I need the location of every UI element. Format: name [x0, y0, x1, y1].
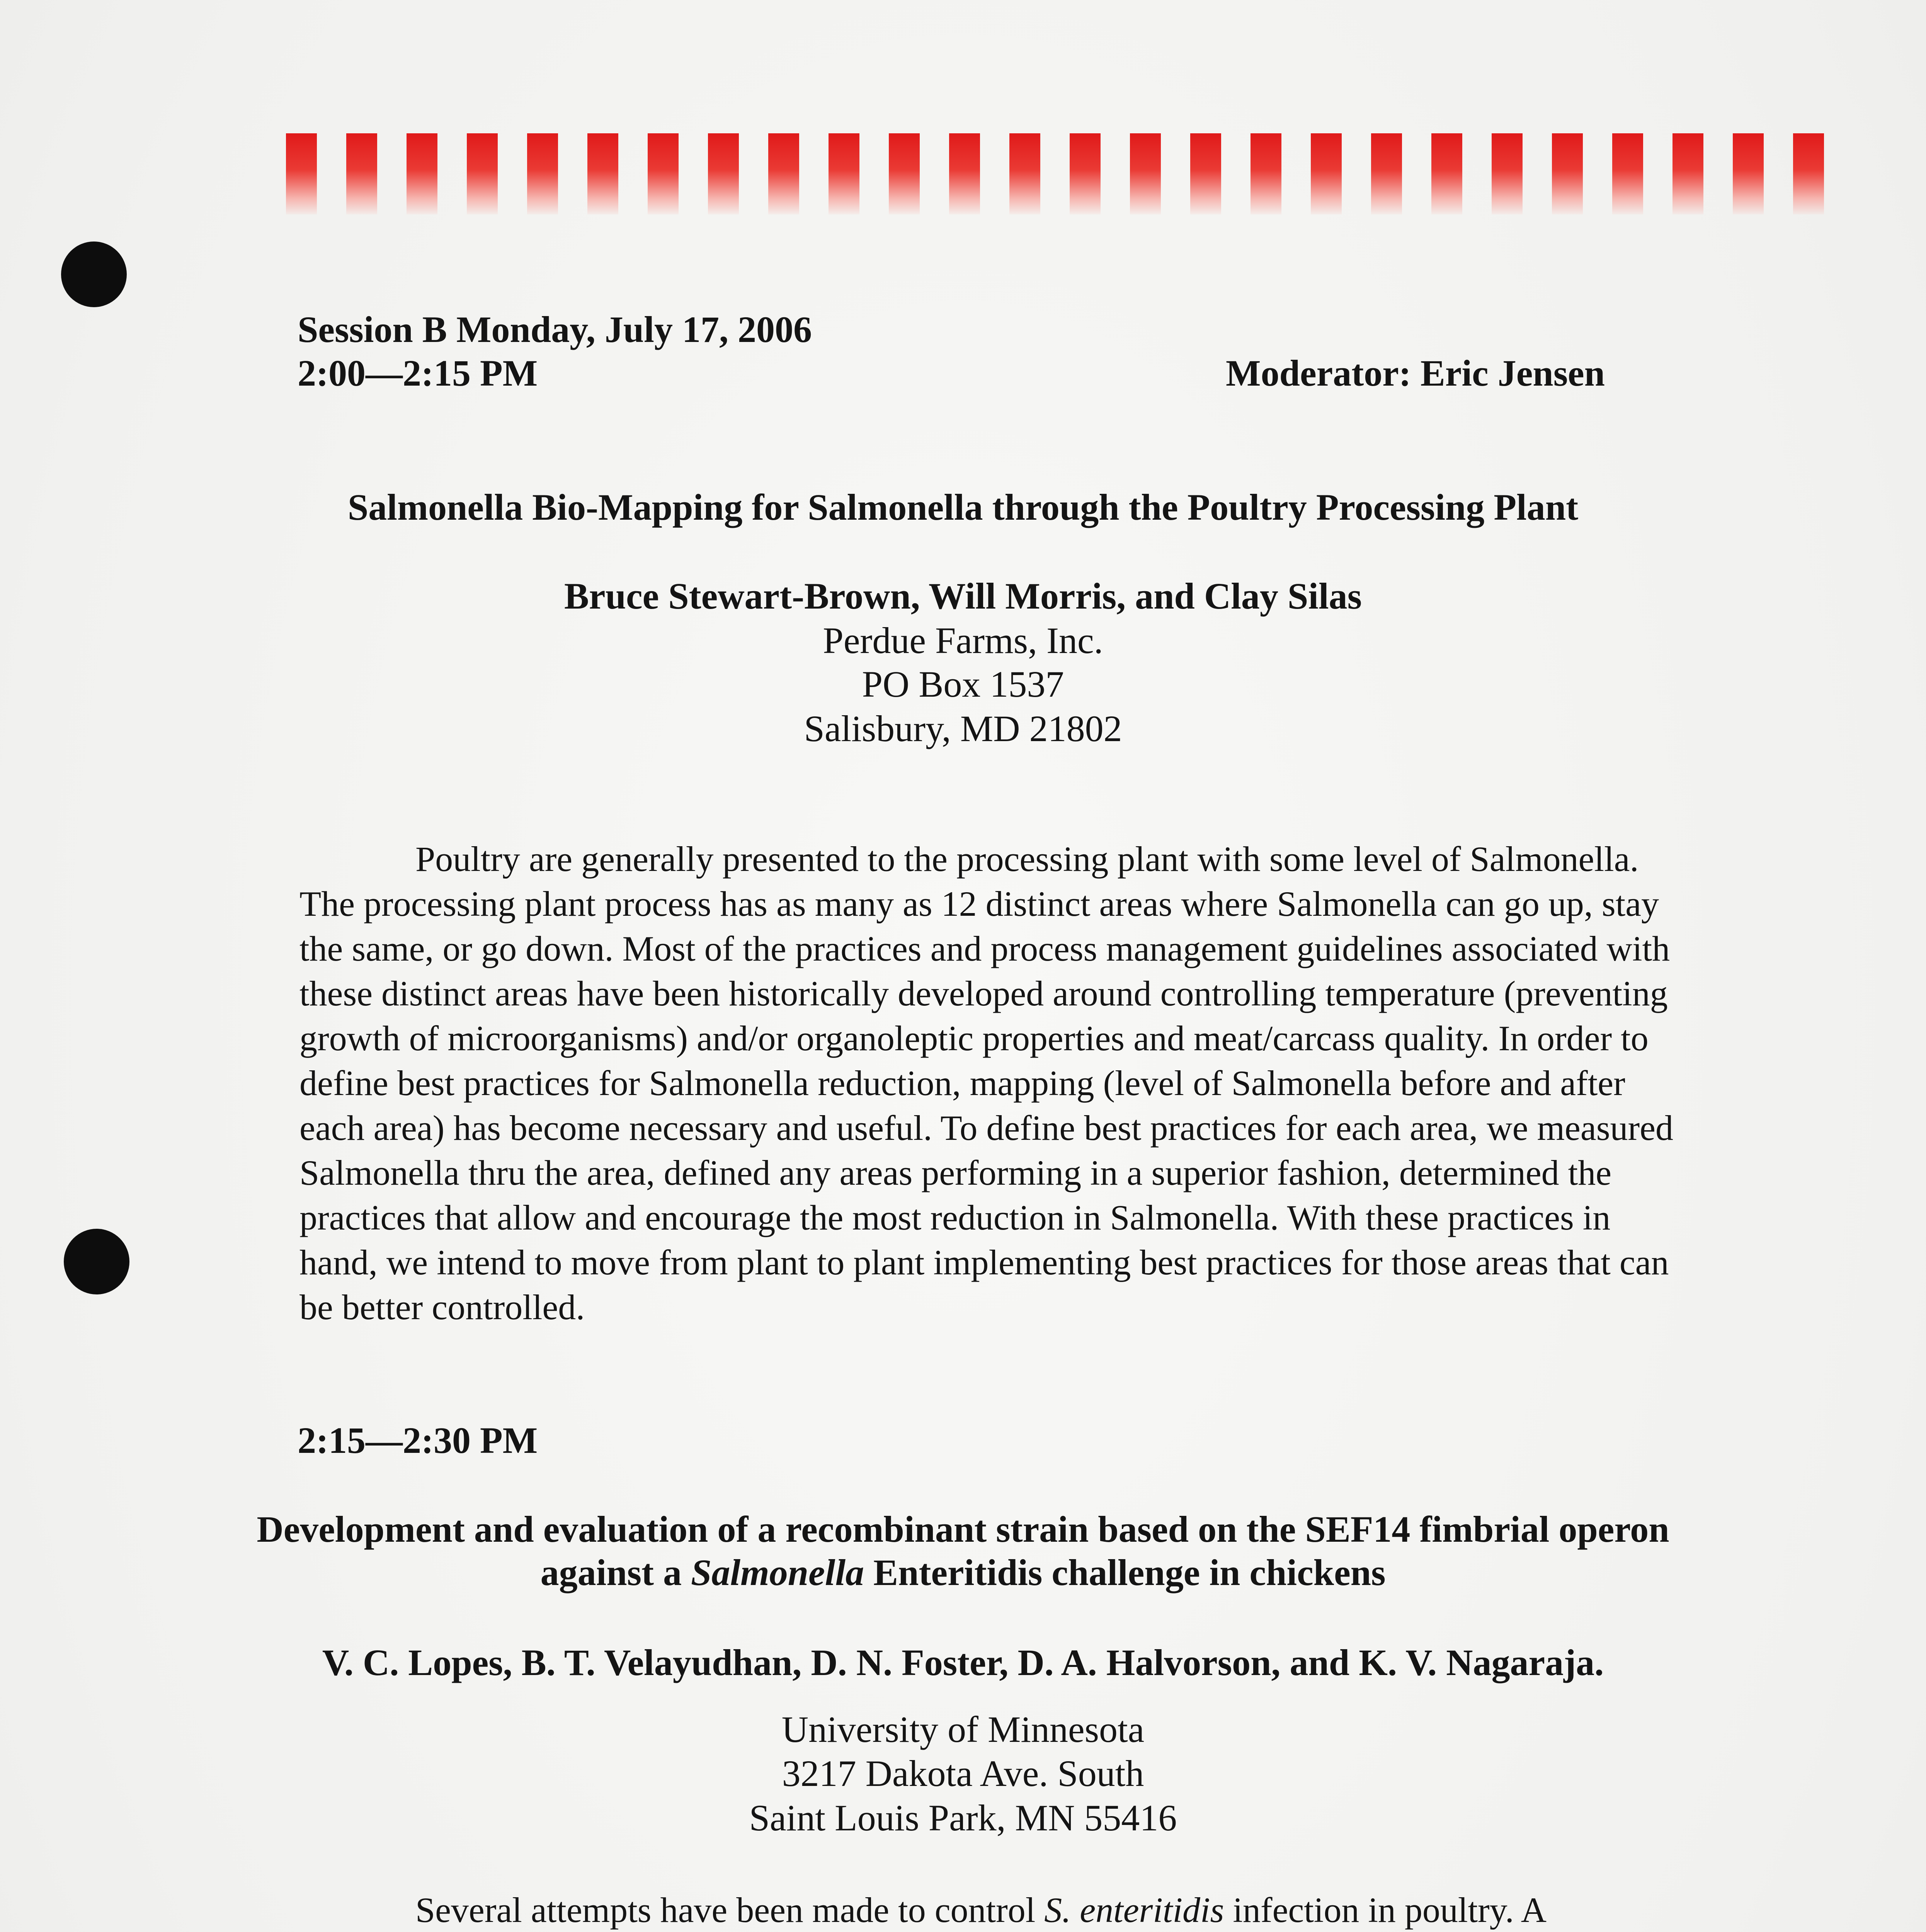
talk2-affiliation-line: 3217 Dakota Ave. South [782, 1753, 1144, 1794]
talk1-affiliation-line: PO Box 1537 [862, 663, 1064, 705]
talk1-title: Salmonella Bio-Mapping for Salmonella through the Poultry Processing Plant [347, 486, 1579, 528]
header-stripe [829, 133, 859, 214]
abstract-text: Several attempts have been made to control [415, 1890, 1045, 1930]
abstract-text: infection in poultry. A [1224, 1890, 1547, 1930]
talk2-title-line2 [0, 1550, 1926, 1595]
moderator: Moderator: Eric Jensen [1226, 352, 1605, 394]
header-stripe [527, 133, 558, 214]
abstract-line: the same, or go down. Most of the practices and process management guidelines associated with [299, 929, 1670, 968]
header-stripe [1733, 133, 1764, 214]
abstract-line: Poultry are generally presented to the processing plant with some level of Salmonella. [415, 839, 1639, 879]
header-stripe [286, 133, 317, 214]
header-stripe [1130, 133, 1161, 214]
header-stripe [1009, 133, 1040, 214]
binder-hole-top [61, 242, 127, 307]
talk2-abstract [299, 1888, 1818, 1932]
title-text: Enteritidis challenge in chickens [864, 1552, 1386, 1593]
header-stripe [1793, 133, 1824, 214]
abstract-line: each area) has become necessary and useful. To define best practices for each area, we measured [299, 1108, 1673, 1148]
title-italic-text: Salmonella [691, 1552, 864, 1593]
talk1-affiliation-line: Perdue Farms, Inc. [823, 620, 1103, 661]
header-stripe [587, 133, 618, 214]
header-stripe [1190, 133, 1221, 214]
header-stripe [768, 133, 799, 214]
decorative-header-bar [286, 133, 1824, 214]
abstract-line [299, 1888, 1818, 1932]
header-stripe [1672, 133, 1703, 214]
talk2-affiliation-line: Saint Louis Park, MN 55416 [749, 1797, 1177, 1838]
abstract-italic-text: S. enteritidis [1044, 1890, 1224, 1930]
header-stripe [1251, 133, 1281, 214]
talk2-time: 2:15—2:30 PM [298, 1420, 538, 1461]
abstract-line: define best practices for Salmonella reduction, mapping (level of Salmonella before and after [299, 1063, 1625, 1103]
header-stripe [1612, 133, 1643, 214]
header-stripe [1371, 133, 1402, 214]
talk1-affiliation-line: Salisbury, MD 21802 [804, 708, 1122, 749]
header-stripe [346, 133, 377, 214]
header-stripe [648, 133, 679, 214]
abstract-line: growth of microorganisms) and/or organoleptic properties and meat/carcass quality. In order to [299, 1019, 1649, 1058]
session-heading: Session B Monday, July 17, 2006 [298, 309, 812, 350]
header-stripe [1492, 133, 1523, 214]
talk2-authors: V. C. Lopes, B. T. Velayudhan, D. N. Foster, D. A. Halvorson, and K. V. Nagaraja. [322, 1642, 1604, 1683]
header-stripe [1311, 133, 1342, 214]
header-stripe [407, 133, 437, 214]
abstract-line: be better controlled. [299, 1287, 585, 1327]
session-time: 2:00—2:15 PM [298, 352, 538, 394]
talk1-authors: Bruce Stewart-Brown, Will Morris, and Clay Silas [564, 575, 1362, 617]
title-text: against a [540, 1552, 691, 1593]
header-stripe [949, 133, 980, 214]
header-stripe [708, 133, 739, 214]
header-stripe [1431, 133, 1462, 214]
header-stripe [1552, 133, 1583, 214]
abstract-line: practices that allow and encourage the most reduction in Salmonella. With these practices in [299, 1198, 1611, 1237]
binder-hole-middle [64, 1229, 129, 1294]
abstract-line: Salmonella thru the area, defined any areas performing in a superior fashion, determined the [299, 1153, 1612, 1192]
abstract-line: The processing plant process has as many as 12 distinct areas where Salmonella can go up, stay [299, 884, 1659, 923]
abstract-line: these distinct areas have been historically developed around controlling temperature (preventing [299, 974, 1668, 1013]
header-stripe [889, 133, 920, 214]
abstract-line: hand, we intend to move from plant to plant implementing best practices for those areas that can [299, 1243, 1669, 1282]
talk1-abstract [299, 837, 1818, 1330]
talk2-title-line1: Development and evaluation of a recombinant strain based on the SEF14 fimbrial operon [257, 1509, 1669, 1550]
talk2-affiliation-line: University of Minnesota [781, 1709, 1145, 1750]
header-stripe [467, 133, 498, 214]
header-stripe [1070, 133, 1101, 214]
